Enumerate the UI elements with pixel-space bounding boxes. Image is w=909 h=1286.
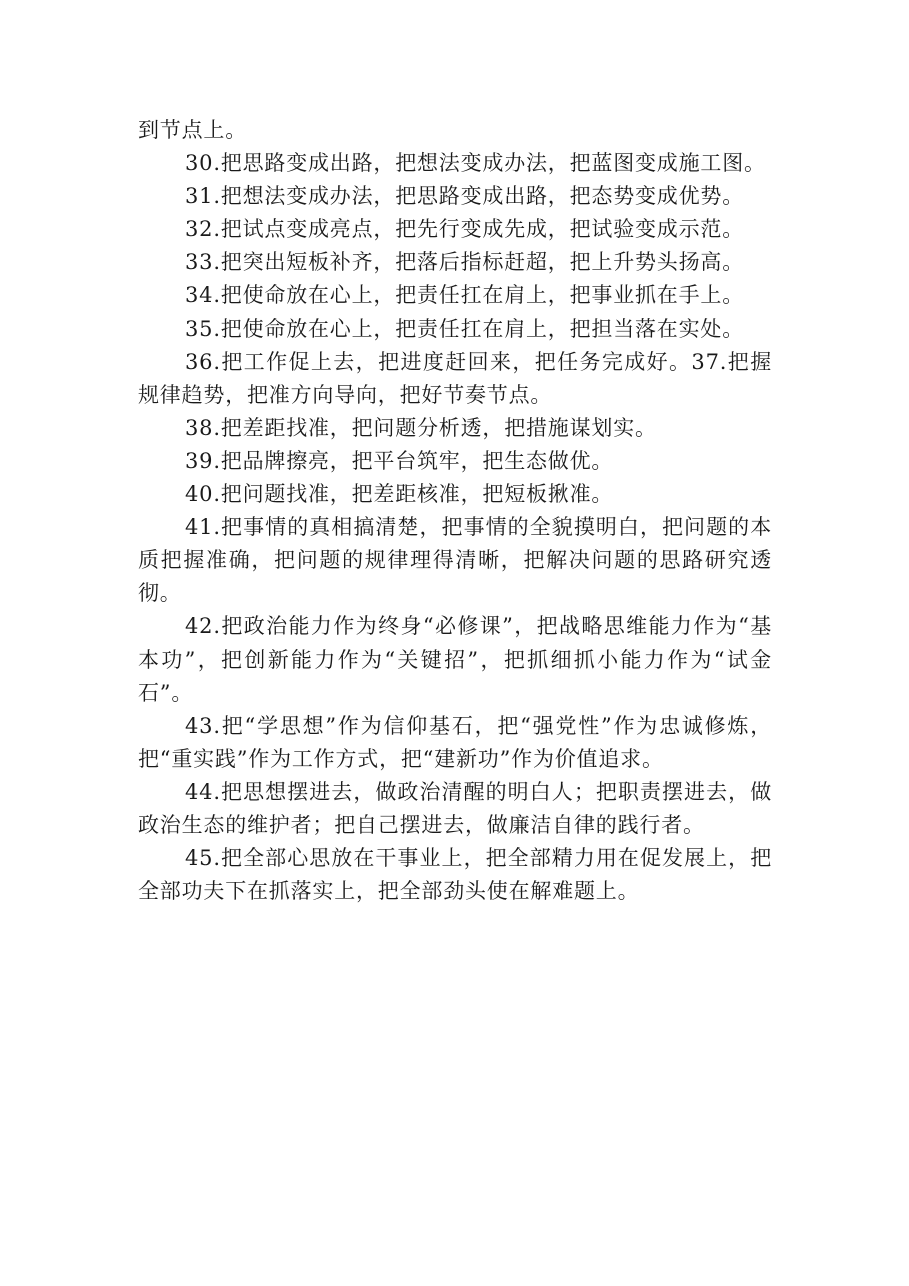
paragraph-item-35: 35.把使命放在心上，把责任扛在肩上，把担当落在实处。	[185, 316, 744, 341]
paragraph-item-43: 43.把“学思想”作为信仰基石，把“强党性”作为忠诚修炼，把“重实践”作为工作方式，把“建新功”作为价值追求。	[138, 713, 772, 771]
paragraph-item-34: 34.把使命放在心上，把责任扛在肩上，把事业抓在手上。	[185, 283, 744, 308]
paragraph-item-36-37: 36.把工作促上去，把进度赶回来，把任务完成好。37.把握规律趋势，把准方向导向，把好节奏节点。	[138, 349, 772, 407]
paragraph-item-44: 44.把思想摆进去，做政治清醒的明白人；把职责摆进去，做政治生态的维护者；把自己摆进去，做廉洁自律的践行者。	[138, 779, 772, 837]
paragraph-item-32: 32.把试点变成亮点，把先行变成先成，把试验变成示范。	[185, 217, 744, 242]
paragraph-item-45: 45.把全部心思放在干事业上，把全部精力用在促发展上，把全部功夫下在抓落实上，把全部劲头使在解难题上。	[138, 846, 772, 904]
paragraph-item-40: 40.把问题找准，把差距核准，把短板揪准。	[185, 482, 614, 507]
paragraph-item-42: 42.把政治能力作为终身“必修课”，把战略思维能力作为“基本功”，把创新能力作为“关键招”，把抓细抓小能力作为“试金石”。	[138, 614, 772, 705]
paragraph-continuation: 到节点上。	[138, 118, 247, 142]
paragraph-item-38: 38.把差距找准，把问题分析透，把措施谋划实。	[185, 415, 657, 440]
paragraph-item-41: 41.把事情的真相搞清楚，把事情的全貌摸明白，把问题的本质把握准确，把问题的规律理得清晰，把解决问题的思路研究透彻。	[138, 515, 772, 606]
paragraph-item-39: 39.把品牌擦亮，把平台筑牢，把生态做优。	[185, 448, 614, 473]
paragraph-item-30: 30.把思路变成出路，把想法变成办法，把蓝图变成施工图。	[185, 151, 766, 176]
document-body	[138, 114, 772, 908]
paragraph-item-33: 33.把突出短板补齐，把落后指标赶超，把上升势头扬高。	[185, 250, 744, 275]
paragraph-item-31: 31.把想法变成办法，把思路变成出路，把态势变成优势。	[185, 184, 744, 209]
